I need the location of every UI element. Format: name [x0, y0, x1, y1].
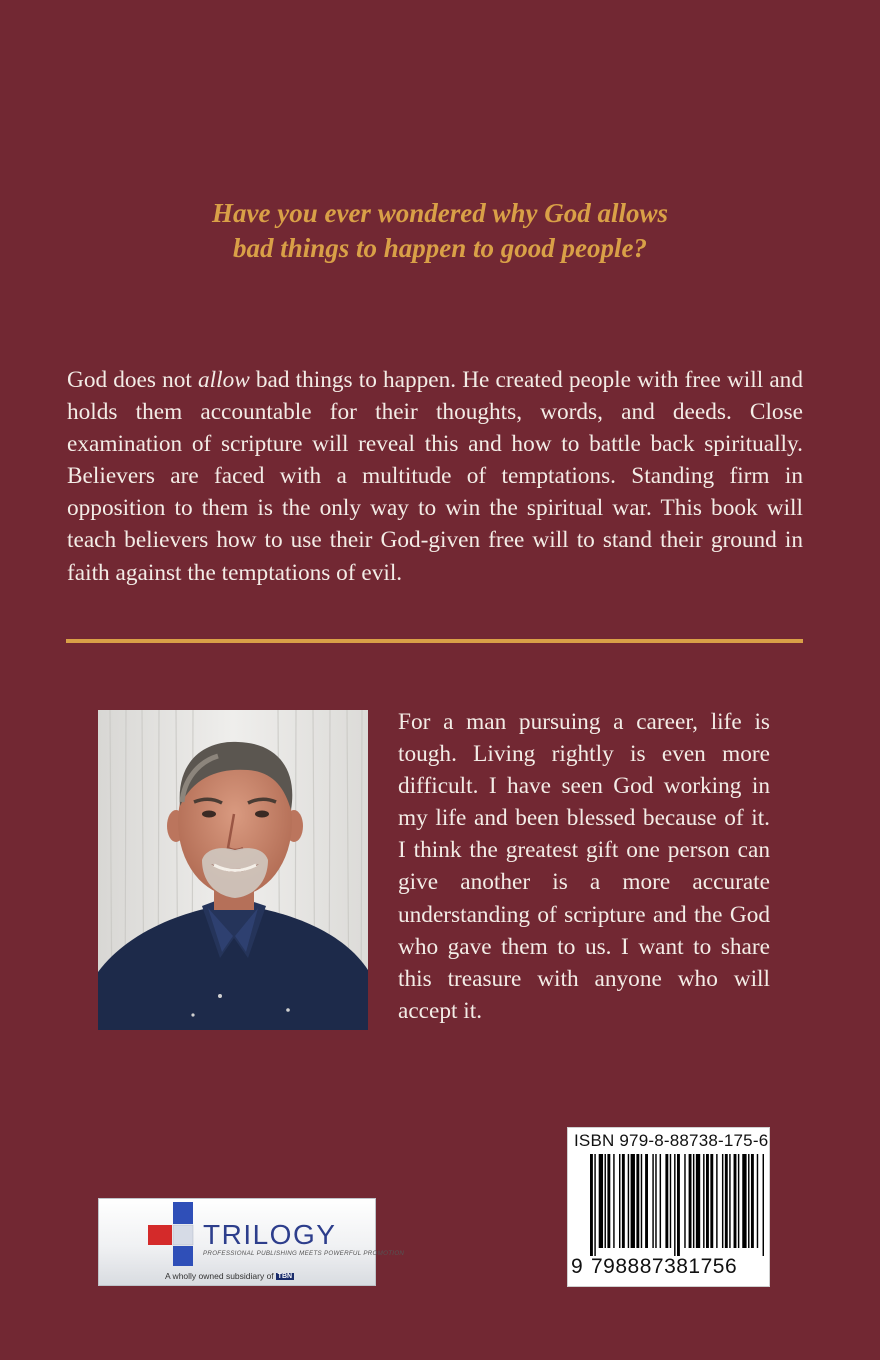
publisher-name: TRILOGY: [203, 1219, 337, 1250]
barcode-lead-digit: 9: [571, 1255, 583, 1278]
tagline: [0, 196, 880, 266]
tbn-logo: TBN: [277, 1273, 293, 1280]
author-bio-text: For a man pursuing a career, life is tough. Living rightly is even more difficult. I have seen God working in my life and been blessed because of it. I think the greatest gift one person can give another is a more accurate understanding of scripture and the God who gave them to us. I want to share this treasure with anyone who will accept it.: [398, 709, 770, 1024]
author-portrait-image: [98, 710, 368, 1030]
isbn-barcode: [567, 1127, 770, 1287]
barcode-digits: [571, 1255, 768, 1279]
barcode-number: 798887381756: [591, 1255, 738, 1278]
description-emphasis: allow: [197, 367, 250, 393]
isbn-label: ISBN 979-8-88738-175-6: [574, 1131, 769, 1150]
tagline-line-1: Have you ever wondered why God allows: [212, 198, 668, 228]
publisher-logo: [98, 1198, 405, 1286]
tagline-line-2: bad things to happen to good people?: [232, 233, 648, 263]
barcode-bars: [568, 1154, 771, 1256]
author-photo: [98, 710, 368, 1030]
description-text-2: bad things to happen. He created people with free will and holds them accountable for their thoughts, words, and deeds. Close examination of scripture will reveal this and how to battle back spiritually. Believers are faced with a multitude of temptations. Standing firm in opposition to them is the only way to win the spiritual war. This book will teach believers how to use their God-given free will to stand their ground in faith against the temptations of evil.: [67, 367, 803, 586]
book-description: [67, 364, 803, 589]
subsidiary-note: [165, 1271, 294, 1281]
author-bio: [398, 706, 770, 1027]
publisher-tagline: PROFESSIONAL PUBLISHING MEETS POWERFUL PROMOTION: [203, 1250, 405, 1257]
gold-divider: [66, 639, 803, 643]
description-text-1: God does not: [67, 367, 198, 393]
subsidiary-text: A wholly owned subsidiary of: [165, 1271, 274, 1281]
